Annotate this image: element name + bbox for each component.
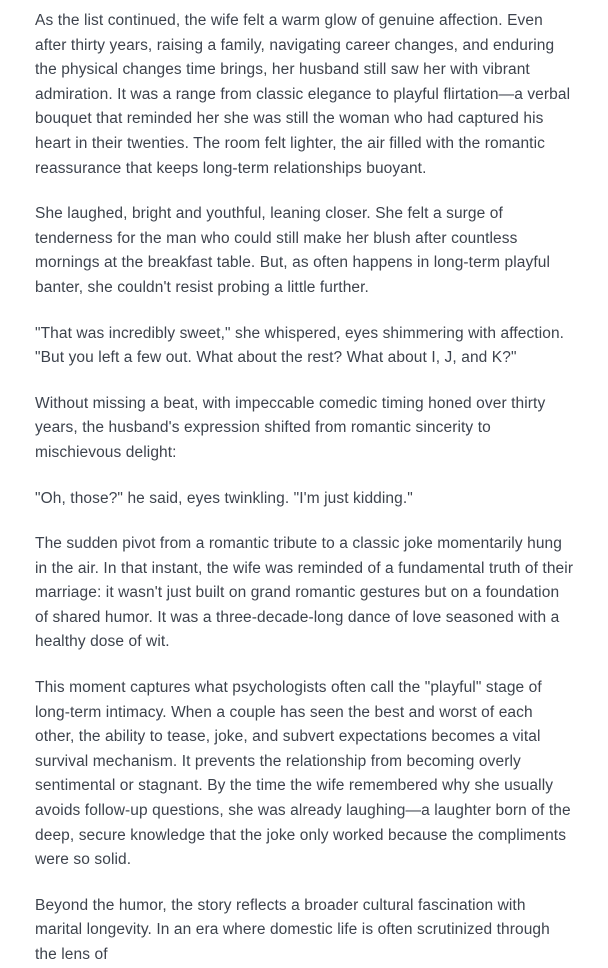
paragraph: Without missing a beat, with impeccable comedic timing honed over thirty years, the husband's expression shifted from romantic sincerity to mischievous delight: — [35, 394, 546, 461]
paragraph: "Oh, those?" he said, eyes twinkling. "I'm just kidding." — [35, 489, 413, 507]
paragraph-container — [35, 9, 575, 968]
paragraph: She laughed, bright and youthful, leaning closer. She felt a surge of tenderness for the man who could still make her blush after countless mornings at the breakfast table. But, as often happens in long-term playful banter, she couldn't resist probing a little further. — [35, 205, 550, 296]
paragraph: As the list continued, the wife felt a warm glow of genuine affection. Even after thirty years, raising a family, navigating career changes, and enduring the physical changes time brings, her husband still saw her with vibrant admiration. It was a range from classic elegance to playful flirtation—a verbal bouquet that reminded her she was still the woman who had captured his heart in their twenties. The room felt lighter, the air filled with the romantic reassurance that keeps long-term relationships buoyant. — [35, 12, 571, 177]
paragraph: This moment captures what psychologists often call the "playful" stage of long-term intimacy. When a couple has seen the best and worst of each other, the ability to tease, joke, and subvert expectations becomes a vital survival mechanism. It prevents the relationship from becoming overly sentimental or stagnant. By the time the wife remembered why she usually avoids follow-up questions, she was already laughing—a laughter born of the deep, secure knowledge that the joke only worked because the compliments were so solid. — [35, 679, 571, 869]
paragraph: Beyond the humor, the story reflects a broader cultural fascination with marital longevity. In an era where domestic life is often scrutinized through the lens of — [35, 896, 550, 963]
paragraph: "That was incredibly sweet," she whispered, eyes shimmering with affection. "But you left a few out. What about the rest? What about I, J, and K?" — [35, 324, 565, 367]
paragraph: The sudden pivot from a romantic tribute to a classic joke momentarily hung in the air. In that instant, the wife was reminded of a fundamental truth of their marriage: it wasn't just built on grand romantic gestures but on a foundation of shared humor. It was a three-decade-long dance of love seasoned with a healthy dose of wit. — [35, 535, 574, 651]
